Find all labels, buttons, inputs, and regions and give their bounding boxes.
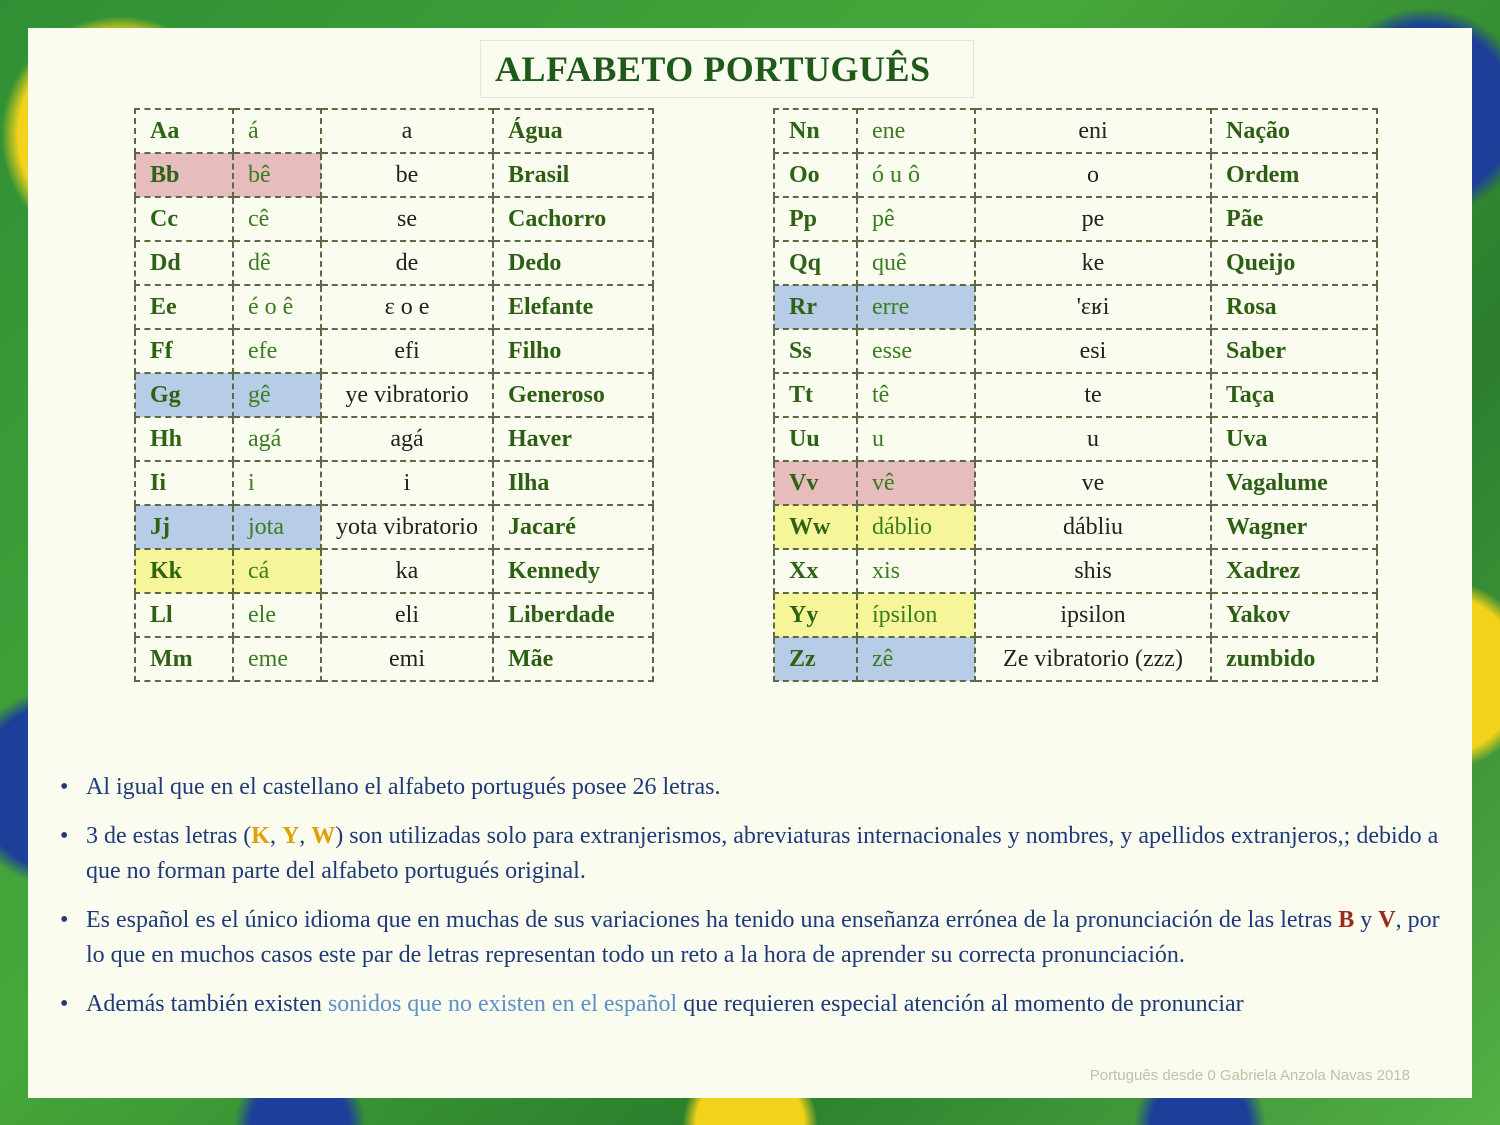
table-row	[774, 637, 1377, 681]
letter-cell: Ff	[135, 329, 233, 373]
name-cell: dáblio	[857, 505, 975, 549]
example-word-cell: Kennedy	[493, 549, 653, 593]
example-word-cell: Elefante	[493, 285, 653, 329]
example-word-cell: zumbido	[1211, 637, 1377, 681]
note-text: Es español es el único idioma que en muchas de sus variaciones ha tenido una enseñanza errónea de la pronunciación de las letras	[86, 907, 1339, 933]
table-row	[135, 241, 653, 285]
example-word-cell: Queijo	[1211, 241, 1377, 285]
pronunciation-cell: agá	[321, 417, 493, 461]
letter-w-highlight: W	[311, 823, 336, 849]
letter-b-highlight: B	[1338, 907, 1355, 933]
footer-credit: Português desde 0 Gabriela Anzola Navas 2018	[1089, 1067, 1410, 1084]
name-cell: tê	[857, 373, 975, 417]
letter-cell: Aa	[135, 109, 233, 153]
table-row	[135, 549, 653, 593]
note-text: ,	[299, 823, 312, 849]
example-word-cell: Água	[493, 109, 653, 153]
table-row	[774, 241, 1377, 285]
name-cell: ele	[233, 593, 321, 637]
example-word-cell: Generoso	[493, 373, 653, 417]
note-text: y	[1354, 907, 1379, 933]
list-item	[60, 770, 1450, 805]
note-text: Al igual que en el castellano el alfabeto portugués posee 26 letras.	[86, 774, 721, 800]
letter-cell: Rr	[774, 285, 857, 329]
note-text: 3 de estas letras (	[86, 823, 252, 849]
letter-cell: Vv	[774, 461, 857, 505]
name-cell: esse	[857, 329, 975, 373]
name-cell: pê	[857, 197, 975, 241]
table-row	[774, 593, 1377, 637]
letter-cell: Yy	[774, 593, 857, 637]
example-word-cell: Cachorro	[493, 197, 653, 241]
table-row	[774, 373, 1377, 417]
list-item	[60, 819, 1450, 889]
example-word-cell: Nação	[1211, 109, 1377, 153]
letter-cell: Zz	[774, 637, 857, 681]
letter-cell: Ii	[135, 461, 233, 505]
example-word-cell: Yakov	[1211, 593, 1377, 637]
table-row	[135, 329, 653, 373]
notes-list	[60, 770, 1450, 1036]
name-cell: quê	[857, 241, 975, 285]
table-row	[774, 109, 1377, 153]
example-word-cell: Brasil	[493, 153, 653, 197]
highlighted-phrase: sonidos que no existen en el español	[327, 991, 678, 1017]
example-word-cell: Wagner	[1211, 505, 1377, 549]
table-row	[135, 461, 653, 505]
letter-cell: Oo	[774, 153, 857, 197]
example-word-cell: Vagalume	[1211, 461, 1377, 505]
pronunciation-cell: eni	[975, 109, 1211, 153]
pronunciation-cell: te	[975, 373, 1211, 417]
name-cell: bê	[233, 153, 321, 197]
letter-cell: Uu	[774, 417, 857, 461]
example-word-cell: Jacaré	[493, 505, 653, 549]
note-text: ) son utilizadas solo para extranjerismos, abreviaturas internacionales y nombres, y apellidos extranjeros,; debido a que no forman parte del alfabeto portugués original.	[86, 823, 1439, 884]
alphabet-table-right	[773, 108, 1378, 682]
pronunciation-cell: a	[321, 109, 493, 153]
letter-cell: Dd	[135, 241, 233, 285]
pronunciation-cell: pe	[975, 197, 1211, 241]
table-row	[774, 329, 1377, 373]
letter-cell: Ll	[135, 593, 233, 637]
name-cell: gê	[233, 373, 321, 417]
letter-k-highlight: K	[251, 823, 270, 849]
table-row	[135, 505, 653, 549]
page-title: ALFABETO PORTUGUÊS	[495, 49, 931, 89]
letter-y-highlight: Y	[281, 823, 300, 849]
table-row	[135, 373, 653, 417]
name-cell: efe	[233, 329, 321, 373]
letter-v-highlight: V	[1378, 907, 1396, 933]
name-cell: jota	[233, 505, 321, 549]
pronunciation-cell: yota vibratorio	[321, 505, 493, 549]
pronunciation-cell: ka	[321, 549, 493, 593]
example-word-cell: Xadrez	[1211, 549, 1377, 593]
title-box	[480, 40, 974, 98]
letter-cell: Tt	[774, 373, 857, 417]
table-row	[135, 417, 653, 461]
pronunciation-cell: Ze vibratorio (zzz)	[975, 637, 1211, 681]
pronunciation-cell: ke	[975, 241, 1211, 285]
name-cell: á	[233, 109, 321, 153]
example-word-cell: Filho	[493, 329, 653, 373]
letter-cell: Nn	[774, 109, 857, 153]
pronunciation-cell: se	[321, 197, 493, 241]
name-cell: cá	[233, 549, 321, 593]
pronunciation-cell: u	[975, 417, 1211, 461]
name-cell: ó u ô	[857, 153, 975, 197]
name-cell: vê	[857, 461, 975, 505]
example-word-cell: Liberdade	[493, 593, 653, 637]
table-row	[774, 417, 1377, 461]
list-item	[60, 903, 1450, 973]
table-row	[774, 505, 1377, 549]
example-word-cell: Mãe	[493, 637, 653, 681]
table-row	[774, 461, 1377, 505]
example-word-cell: Uva	[1211, 417, 1377, 461]
table-row	[774, 549, 1377, 593]
name-cell: u	[857, 417, 975, 461]
name-cell: xis	[857, 549, 975, 593]
pronunciation-cell: ɛ o e	[321, 285, 493, 329]
table-row	[135, 153, 653, 197]
name-cell: ípsilon	[857, 593, 975, 637]
name-cell: ene	[857, 109, 975, 153]
note-text: Además también existen	[86, 991, 328, 1017]
letter-cell: Qq	[774, 241, 857, 285]
example-word-cell: Pãe	[1211, 197, 1377, 241]
table-row	[135, 197, 653, 241]
pronunciation-cell: o	[975, 153, 1211, 197]
name-cell: é o ê	[233, 285, 321, 329]
name-cell: agá	[233, 417, 321, 461]
letter-cell: Ss	[774, 329, 857, 373]
table-row	[135, 637, 653, 681]
list-item	[60, 987, 1450, 1022]
content-panel	[28, 28, 1472, 1098]
name-cell: cê	[233, 197, 321, 241]
pronunciation-cell: dábliu	[975, 505, 1211, 549]
pronunciation-cell: ye vibratorio	[321, 373, 493, 417]
pronunciation-cell: ve	[975, 461, 1211, 505]
letter-cell: Hh	[135, 417, 233, 461]
pronunciation-cell: shis	[975, 549, 1211, 593]
example-word-cell: Saber	[1211, 329, 1377, 373]
note-text: ,	[269, 823, 282, 849]
letter-cell: Ww	[774, 505, 857, 549]
table-row	[774, 197, 1377, 241]
pronunciation-cell: i	[321, 461, 493, 505]
example-word-cell: Haver	[493, 417, 653, 461]
name-cell: erre	[857, 285, 975, 329]
alphabet-table-left	[134, 108, 654, 682]
name-cell: dê	[233, 241, 321, 285]
example-word-cell: Rosa	[1211, 285, 1377, 329]
pronunciation-cell: 'ɛʁi	[975, 285, 1211, 329]
name-cell: eme	[233, 637, 321, 681]
pronunciation-cell: eli	[321, 593, 493, 637]
pronunciation-cell: ipsilon	[975, 593, 1211, 637]
pronunciation-cell: de	[321, 241, 493, 285]
letter-cell: Xx	[774, 549, 857, 593]
example-word-cell: Dedo	[493, 241, 653, 285]
letter-cell: Ee	[135, 285, 233, 329]
note-text: , por lo que en muchos casos este par de letras representan todo un reto a la hora de aprender su correcta pronunciación.	[86, 907, 1440, 968]
name-cell: i	[233, 461, 321, 505]
letter-cell: Bb	[135, 153, 233, 197]
table-row	[774, 285, 1377, 329]
pronunciation-cell: be	[321, 153, 493, 197]
pronunciation-cell: emi	[321, 637, 493, 681]
example-word-cell: Ilha	[493, 461, 653, 505]
letter-cell: Kk	[135, 549, 233, 593]
letter-cell: Jj	[135, 505, 233, 549]
pronunciation-cell: esi	[975, 329, 1211, 373]
table-row	[135, 109, 653, 153]
letter-cell: Cc	[135, 197, 233, 241]
note-text: que requieren especial atención al momento de pronunciar	[677, 991, 1244, 1017]
pronunciation-cell: efi	[321, 329, 493, 373]
example-word-cell: Ordem	[1211, 153, 1377, 197]
table-row	[774, 153, 1377, 197]
example-word-cell: Taça	[1211, 373, 1377, 417]
table-row	[135, 285, 653, 329]
letter-cell: Mm	[135, 637, 233, 681]
table-row	[135, 593, 653, 637]
name-cell: zê	[857, 637, 975, 681]
letter-cell: Gg	[135, 373, 233, 417]
letter-cell: Pp	[774, 197, 857, 241]
